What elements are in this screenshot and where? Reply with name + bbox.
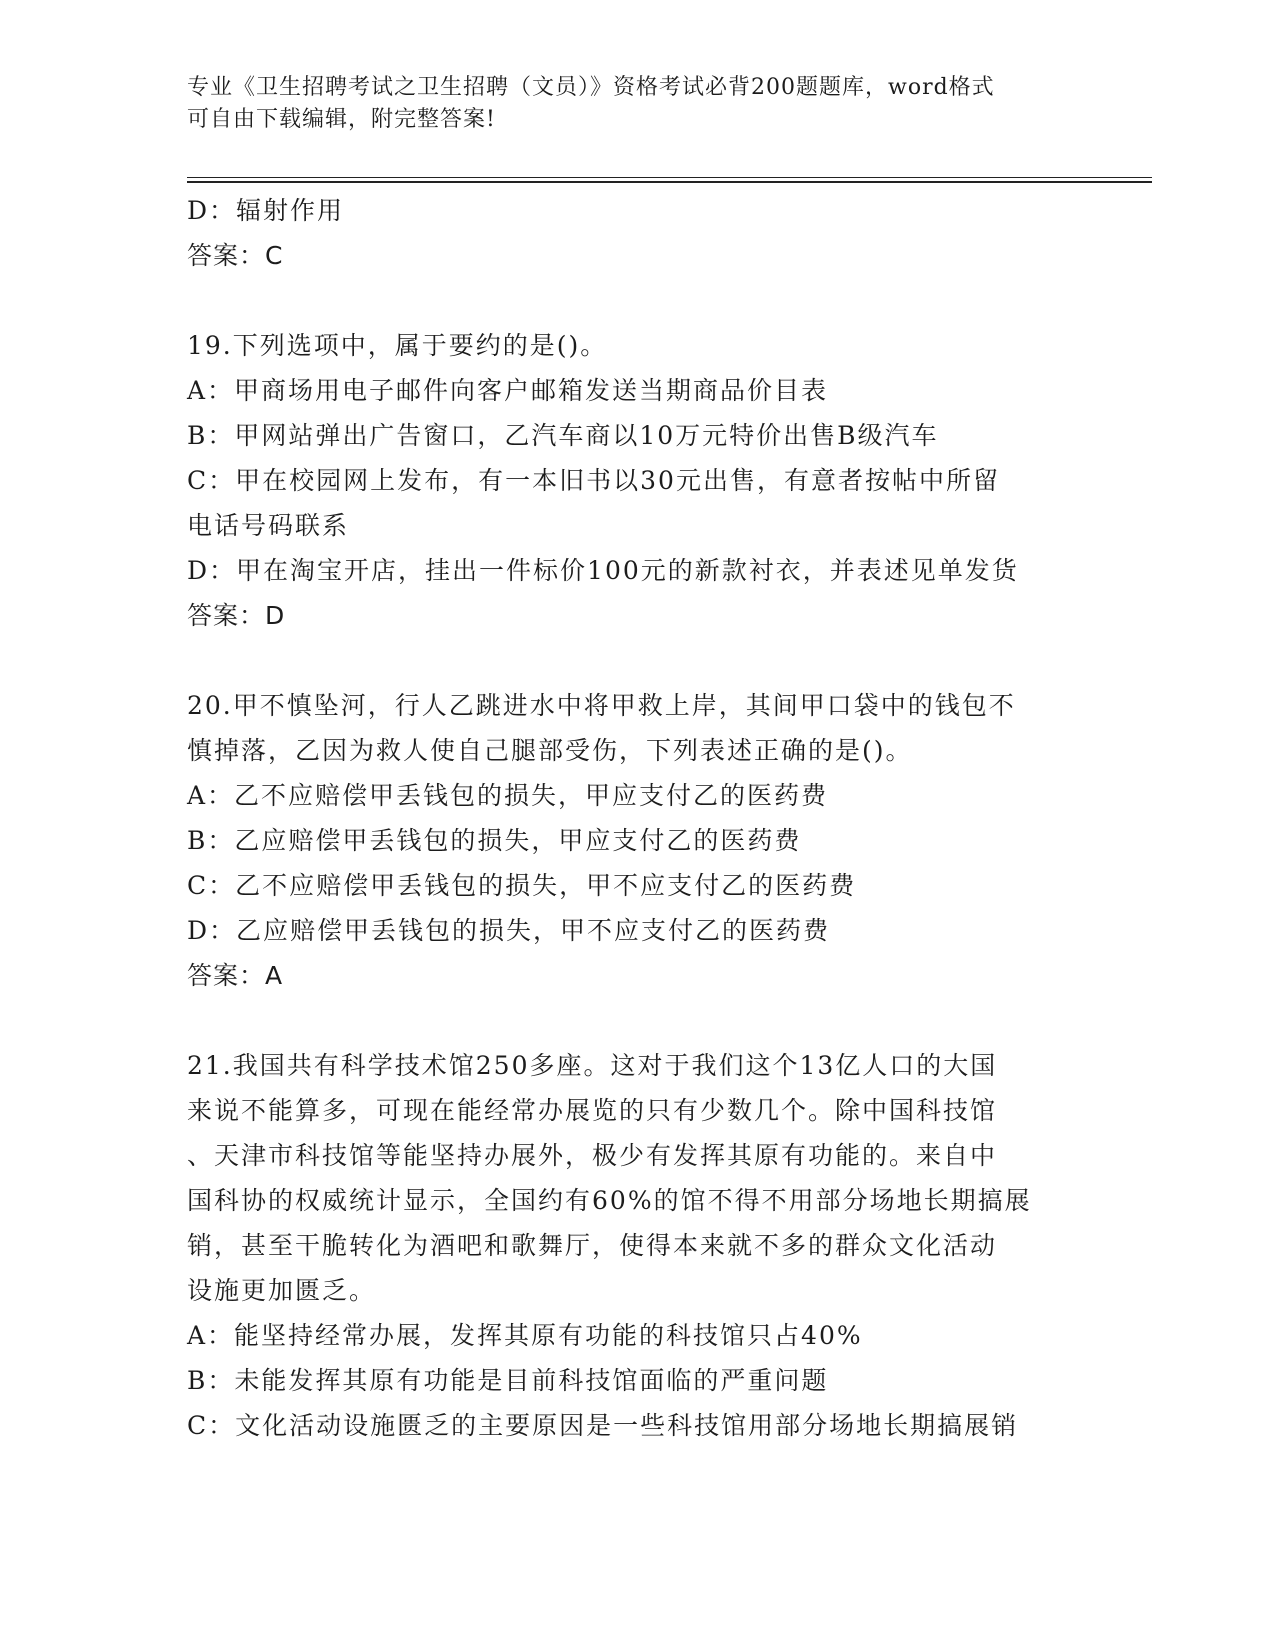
question-stem-continued: 来说不能算多，可现在能经常办展览的只有少数几个。除中国科技馆 [187,1096,998,1125]
option-c: C：文化活动设施匮乏的主要原因是一些科技馆用部分场地长期搞展销 [187,1411,1019,1440]
question-stem-continued: 慎掉落，乙因为救人使自己腿部受伤，下列表述正确的是()。 [187,736,913,765]
question-stem: 20.甲不慎坠河，行人乙跳进水中将甲救上岸，其间甲口袋中的钱包不 [187,691,1016,720]
option-d: D：乙应赔偿甲丢钱包的损失，甲不应支付乙的医药费 [187,916,831,945]
question-stem-continued: 、天津市科技馆等能坚持办展外，极少有发挥其原有功能的。来自中 [187,1141,998,1170]
document-header [187,72,1067,136]
question-19 [187,323,1087,638]
option-c-continued: 电话号码联系 [187,511,350,540]
option-c: C：乙不应赔偿甲丢钱包的损失，甲不应支付乙的医药费 [187,871,857,900]
option-b: B：甲网站弹出广告窗口，乙汽车商以10万元特价出售B级汽车 [187,421,939,450]
option-d: D：甲在淘宝开店，挂出一件标价100元的新款衬衣，并表述见单发货 [187,556,1019,585]
option-d: D：辐射作用 [187,196,345,225]
spacer [187,278,1087,323]
document-body [187,188,1087,1448]
header-divider-thick [187,181,1152,183]
question-stem-continued: 设施更加匮乏。 [187,1276,377,1305]
option-b: B：乙应赔偿甲丢钱包的损失，甲应支付乙的医药费 [187,826,802,855]
option-c: C：甲在校园网上发布，有一本旧书以30元出售，有意者按帖中所留 [187,466,1000,495]
question-stem: 21.我国共有科学技术馆250多座。这对于我们这个13亿人口的大国 [187,1051,998,1080]
question-20 [187,683,1087,998]
spacer [187,998,1087,1043]
spacer [187,638,1087,683]
answer-label: 答案：A [187,961,284,990]
question-21 [187,1043,1087,1448]
header-line-1: 专业《卫生招聘考试之卫生招聘（文员）》资格考试必背200题题库，word格式 [187,75,995,100]
question-stem-continued: 销，甚至干脆转化为酒吧和歌舞厅，使得本来就不多的群众文化活动 [187,1231,998,1260]
question-stem: 19.下列选项中，属于要约的是()。 [187,331,608,360]
header-line-2: 可自由下载编辑，附完整答案! [187,107,496,132]
option-b: B：未能发挥其原有功能是目前科技馆面临的严重问题 [187,1366,829,1395]
option-a: A：能坚持经常办展，发挥其原有功能的科技馆只占40% [187,1321,863,1350]
option-a: A：甲商场用电子邮件向客户邮箱发送当期商品价目表 [187,376,829,405]
option-a: A：乙不应赔偿甲丢钱包的损失，甲应支付乙的医药费 [187,781,829,810]
question-stem-continued: 国科协的权威统计显示，全国约有60%的馆不得不用部分场地长期搞展 [187,1186,1032,1215]
answer-label: 答案：C [187,241,284,270]
answer-label: 答案：D [187,601,286,630]
question-18-tail [187,188,1087,278]
header-divider-thin [187,177,1152,178]
